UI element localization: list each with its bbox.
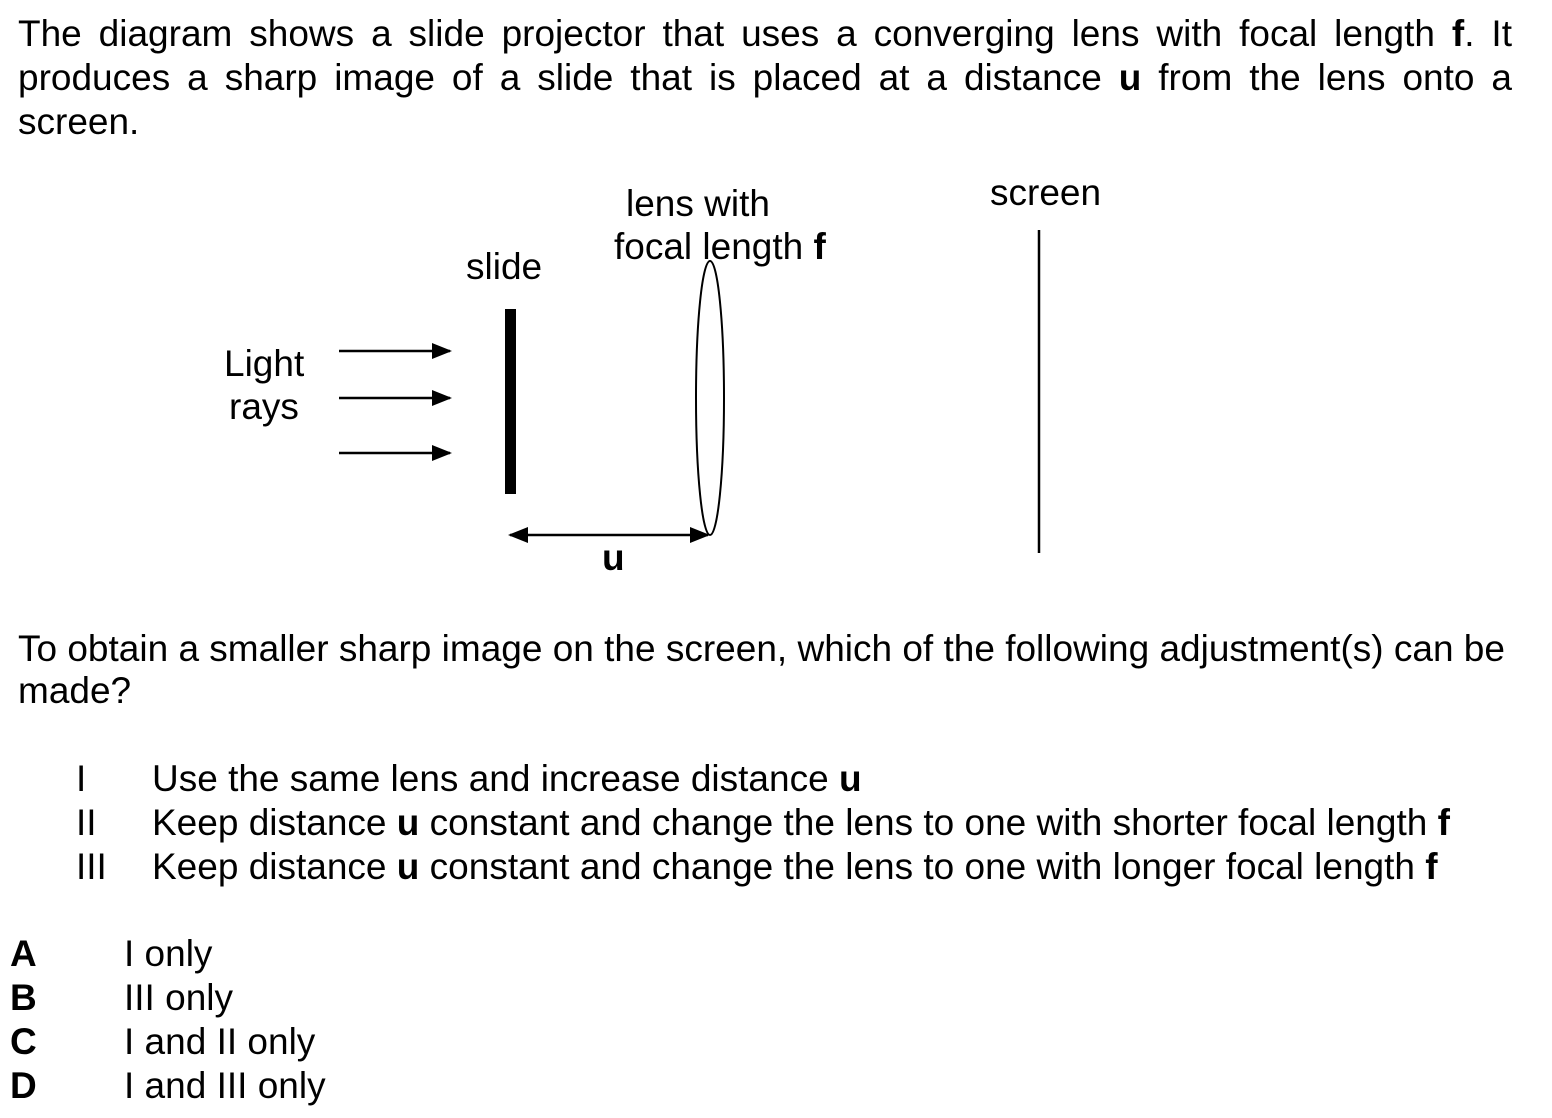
intro-text-3: from the lens onto a screen.	[18, 57, 1512, 142]
light-rays-label-line1: Light	[224, 343, 305, 384]
lens-label-line2	[614, 226, 827, 267]
intro-focal-symbol: f	[1451, 13, 1465, 54]
statement-text	[152, 845, 1438, 889]
statement-item	[76, 757, 1450, 801]
option-text: I only	[124, 933, 213, 974]
lens-label-line1: lens with	[626, 183, 770, 224]
statement-text-part: constant and change the lens to one with longer focal length	[419, 846, 1426, 887]
statement-symbol: u	[396, 846, 420, 887]
option-letter: B	[10, 977, 37, 1018]
answer-option-c[interactable]	[10, 1020, 326, 1064]
intro-paragraph	[18, 12, 1512, 144]
option-text: I and III only	[124, 1065, 326, 1106]
lens-label-text: focal length	[614, 226, 814, 267]
converging-lens	[696, 261, 724, 535]
statement-symbol: u	[838, 758, 862, 799]
option-letter: A	[10, 933, 37, 974]
question-text: To obtain a smaller sharp image on the screen, which of the following adjustment(s) can be made?	[18, 628, 1505, 711]
statement-text-part: constant and change the lens to one with shorter focal length	[419, 802, 1438, 843]
answer-option-b[interactable]	[10, 976, 326, 1020]
intro-text-2: . It produces a sharp image of a slide that is placed at a distance	[18, 13, 1512, 98]
statement-text	[152, 801, 1450, 845]
statement-text-part: Use the same lens and increase distance	[152, 758, 839, 799]
statement-item	[76, 801, 1450, 845]
option-letter: D	[10, 1065, 37, 1106]
answer-option-d[interactable]	[10, 1064, 326, 1108]
lens-label-focal-symbol: f	[813, 226, 826, 267]
statement-symbol: f	[1425, 846, 1438, 887]
statement-list	[76, 757, 1450, 889]
option-letter: C	[10, 1021, 37, 1062]
statement-item	[76, 845, 1450, 889]
slide-bar	[505, 309, 516, 494]
light-rays-label-line2: rays	[229, 386, 299, 427]
statement-number: III	[76, 846, 107, 887]
answer-option-a[interactable]	[10, 932, 326, 976]
option-text: III only	[124, 977, 233, 1018]
projector-diagram	[0, 160, 1552, 600]
statement-text-part: Keep distance	[152, 846, 397, 887]
intro-distance-symbol: u	[1118, 57, 1142, 98]
statement-number: I	[76, 758, 87, 799]
statement-symbol: f	[1437, 802, 1450, 843]
answer-options	[10, 932, 326, 1108]
statement-symbol: u	[396, 802, 420, 843]
statement-text	[152, 757, 862, 801]
screen-label: screen	[990, 172, 1102, 213]
statement-number: II	[76, 802, 97, 843]
slide-label: slide	[466, 246, 543, 287]
intro-text-1: The diagram shows a slide projector that uses a converging lens with focal length	[18, 13, 1452, 54]
statement-text-part: Keep distance	[152, 802, 397, 843]
distance-u-label: u	[602, 537, 625, 578]
option-text: I and II only	[124, 1021, 316, 1062]
